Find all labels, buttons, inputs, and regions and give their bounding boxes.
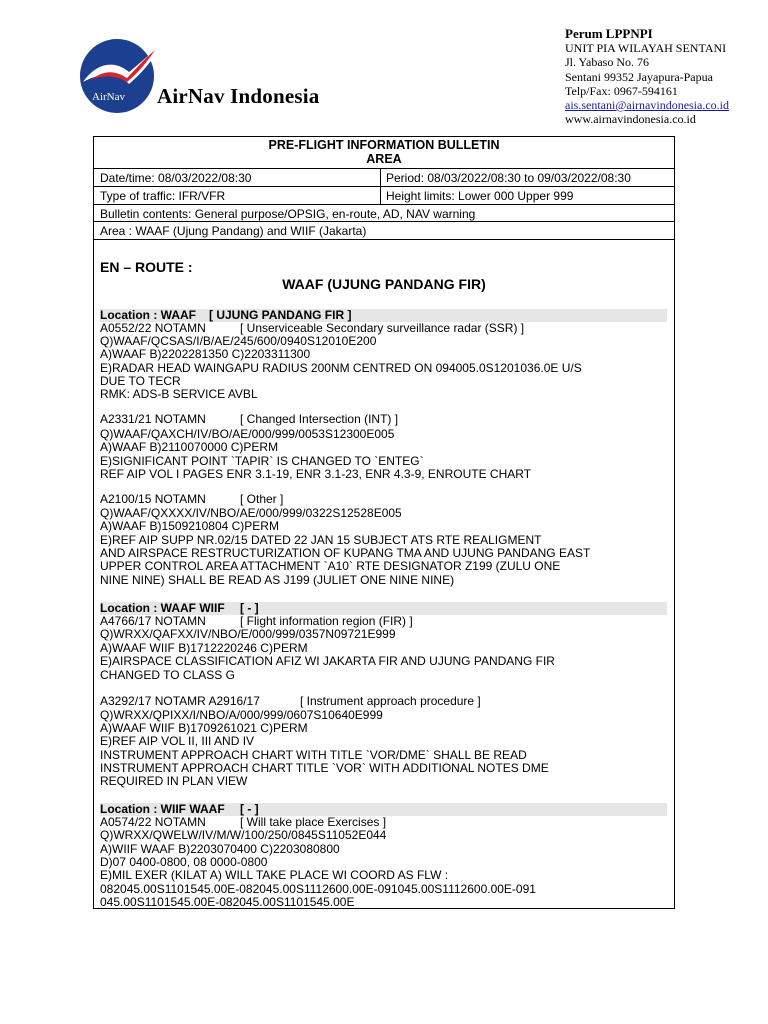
notam-line: Q)WAAF/QAXCH/IV/BO/AE/000/999/0053S12300E005 xyxy=(100,427,395,441)
notam-line: Q)WRXX/QAFXX/IV/NBO/E/000/999/0357N09721E999 xyxy=(100,627,396,641)
email-link[interactable]: ais.sentani@airnavindonesia.co.id xyxy=(565,98,730,113)
fir-heading: WAAF (UJUNG PANDANG FIR) xyxy=(282,276,486,292)
title-line-1: PRE-FLIGHT INFORMATION BULLETIN xyxy=(268,138,500,152)
notam-line: A)WIIF WAAF B)2203070400 C)2203080800 xyxy=(100,842,340,856)
notam-line: NINE NINE) SHALL BE READ AS J199 (JULIET ONE NINE NINE) xyxy=(100,573,455,587)
notam-line: Q)WRXX/QWELW/IV/M/W/100/250/0845S11052E044 xyxy=(100,828,387,842)
notam-id: A2331/21 NOTAMN xyxy=(100,412,206,426)
notam-line: E)MIL EXER (KILAT A) WILL TAKE PLACE WI COORD AS FLW : xyxy=(100,868,449,882)
location-tag: [ - ] xyxy=(240,802,259,816)
period: Period: 08/03/2022/08:30 to 09/03/2022/08:30 xyxy=(386,171,631,185)
bulletin-area: Area : WAAF (Ujung Pandang) and WIIF (Jakarta) xyxy=(100,224,367,238)
traffic-row xyxy=(94,187,674,205)
title-line-2: AREA xyxy=(366,152,402,166)
notam-line: D)07 0400-0800, 08 0000-0800 xyxy=(100,855,268,869)
location-tag: [ UJUNG PANDANG FIR ] xyxy=(209,308,352,322)
unit-name: UNIT PIA WILAYAH SENTANI xyxy=(565,41,727,56)
notam-id: A0552/22 NOTAMN xyxy=(100,321,206,335)
enroute-heading: EN – ROUTE : xyxy=(100,259,193,275)
location-label: Location : WAAF xyxy=(100,308,196,322)
notam-line: A)WAAF WIIF B)1712220246 C)PERM xyxy=(100,641,308,655)
datetime: Date/time: 08/03/2022/08:30 xyxy=(100,171,252,185)
notam-id: A2100/15 NOTAMN xyxy=(100,492,206,506)
notam-line: UPPER CONTROL AREA ATTACHMENT `A10` RTE DESIGNATOR Z199 (ZULU ONE xyxy=(100,559,561,573)
logo-text: AirNav xyxy=(92,91,125,103)
height-limits: Height limits: Lower 000 Upper 999 xyxy=(386,189,574,203)
bulletin-title xyxy=(94,137,674,169)
notam-subject: [ Flight information region (FIR) ] xyxy=(240,614,413,628)
notam-line: E)AIRSPACE CLASSIFICATION AFIZ WI JAKARTA FIR AND UJUNG PANDANG FIR xyxy=(100,654,555,668)
notam-line: REQUIRED IN PLAN VIEW xyxy=(100,774,248,788)
datetime-row xyxy=(94,169,674,187)
notam-line: INSTRUMENT APPROACH CHART TITLE `VOR` WITH ADDITIONAL NOTES DME xyxy=(100,761,549,775)
notam-line: CHANGED TO CLASS G xyxy=(100,668,235,682)
notam-id: A3292/17 NOTAMR A2916/17 xyxy=(100,694,260,708)
location-tag: [ - ] xyxy=(240,601,259,615)
area-row xyxy=(94,222,674,240)
website-text: www.airnavindonesia.co.id xyxy=(565,112,696,127)
notam-line: 082045.00S1101545.00E-082045.00S1112600.00E-091045.00S1112600.00E-091 xyxy=(100,882,536,896)
bulletin-frame xyxy=(93,136,675,909)
notam-line: REF AIP VOL I PAGES ENR 3.1-19, ENR 3.1-23, ENR 4.3-9, ENROUTE CHART xyxy=(100,467,532,481)
notam-line: Q)WAAF/QCSAS/I/B/AE/245/600/0940S12010E200 xyxy=(100,334,377,348)
notam-line: RMK: ADS-B SERVICE AVBL xyxy=(100,387,258,401)
org-name: Perum LPPNPI xyxy=(565,26,653,41)
notam-line: E)RADAR HEAD WAINGAPU RADIUS 200NM CENTRED ON 094005.0S1201036.0E U/S xyxy=(100,361,582,375)
header-address xyxy=(565,27,729,126)
location-label: Location : WAAF WIIF xyxy=(100,601,225,615)
airnav-logo xyxy=(77,38,163,114)
notam-line: A)WAAF WIIF B)1709261021 C)PERM xyxy=(100,721,308,735)
notam-line: INSTRUMENT APPROACH CHART WITH TITLE `VOR/DME` SHALL BE READ xyxy=(100,748,527,762)
contents-row xyxy=(94,205,674,222)
phone-number: Telp/Fax: 0967-594161 xyxy=(565,83,678,98)
notam-line: E)REF AIP VOL II, III AND IV xyxy=(100,734,255,748)
notam-id: A4766/17 NOTAMN xyxy=(100,614,206,628)
notam-subject: [ Changed Intersection (INT) ] xyxy=(240,412,399,426)
location-label: Location : WIIF WAAF xyxy=(100,802,225,816)
notam-id: A0574/22 NOTAMN xyxy=(100,815,206,829)
city-address: Sentani 99352 Jayapura-Papua xyxy=(565,69,713,84)
notam-header xyxy=(100,694,481,708)
notam-subject: [ Instrument approach procedure ] xyxy=(300,694,481,708)
brand-name: AirNav Indonesia xyxy=(157,84,320,108)
notam-subject: [ Unserviceable Secondary surveillance radar (SSR) ] xyxy=(240,321,525,335)
notam-line: E)SIGNIFICANT POINT `TAPIR` IS CHANGED TO `ENTEG` xyxy=(100,454,424,468)
traffic-type: Type of traffic: IFR/VFR xyxy=(100,189,226,203)
notam-line: E)REF AIP SUPP NR.02/15 DATED 22 JAN 15 SUBJECT ATS RTE REALIGMENT xyxy=(100,533,542,547)
notam-line: A)WAAF B)1509210804 C)PERM xyxy=(100,519,279,533)
notam-line: Q)WAAF/QXXXX/IV/NBO/AE/000/999/0322S12528E005 xyxy=(100,506,402,520)
street-address: Jl. Yabaso No. 76 xyxy=(565,55,650,70)
notam-line: A)WAAF B)2110070000 C)PERM xyxy=(100,440,279,454)
notam-line: 045.00S1101545.00E-082045.00S1101545.00E xyxy=(100,895,355,909)
notam-line: AND AIRSPACE RESTRUCTURIZATION OF KUPANG TMA AND UJUNG PANDANG EAST xyxy=(100,546,591,560)
notam-line: A)WAAF B)2202281350 C)2203311300 xyxy=(100,347,311,361)
notam-header xyxy=(100,412,399,426)
bulletin-contents: Bulletin contents: General purpose/OPSIG, en-route, AD, NAV warning xyxy=(100,207,476,221)
notam-subject: [ Will take place Exercises ] xyxy=(240,815,387,829)
notam-line: DUE TO TECR xyxy=(100,374,181,388)
notam-header xyxy=(100,492,284,506)
notam-line: Q)WRXX/QPIXX/I/NBO/A/000/999/0607S10640E999 xyxy=(100,708,383,722)
notam-subject: [ Other ] xyxy=(240,492,284,506)
